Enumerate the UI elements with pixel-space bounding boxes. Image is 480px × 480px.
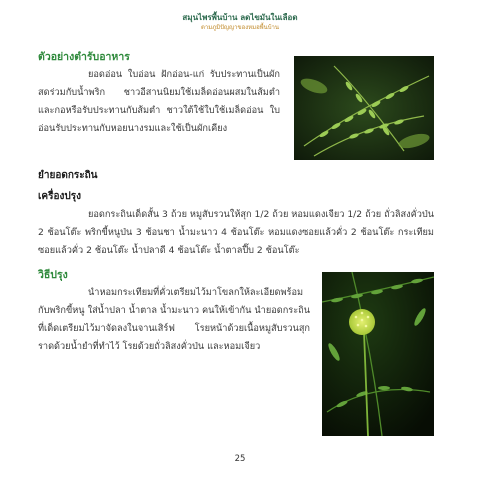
- leucaena-flower-photo: [322, 272, 434, 436]
- ingredients-text: ยอดกระถินเด็ดสั้น 3 ถ้วย หมูสับรวนให้สุก 1/2 ถ้วย หอมแดงเจียว 1/2 ถ้วย ถั่วลิสงคั่วป่น 2 ช้อนโต๊ะ พริกขี้หนูป่น 3 ช้อนชา น้ำมะนาว 4 ช้อนโต๊ะ หอมแดงซอยแล้วคั่ว 2 ช้อนโต๊ะ กระเทียมซอยแล้วคั่ว 2 ช้อนโต๊ะ น้ำปลาดี 4 ช้อนโต๊ะ น้ำตาลปี๊บ 2 ช้อนโต๊ะ: [38, 209, 434, 256]
- page-number: 25: [234, 454, 246, 464]
- leaucaena-leaves-photo: [294, 56, 434, 160]
- section-heading-recipes: ตัวอย่างตำรับอาหาร: [38, 51, 130, 63]
- recipe-title: ยำยอดกระถิน: [38, 170, 98, 181]
- method-heading: วิธีปรุง: [38, 269, 68, 281]
- ingredients-heading: เครื่องปรุง: [38, 191, 81, 202]
- header-title: สมุนไพรพื้นบ้าน ลดไขมันในเลือด: [182, 13, 298, 22]
- intro-paragraph: ยอดอ่อน ใบอ่อน ฝักอ่อน-แก่ รับประทานเป็นผักสดร่วมกับน้ำพริก ชาวอีสานนิยมใช้เมล็ดอ่อนผสมในส้มตำและกอหรือรับประทานกับส้มตำ ชาวใต้ใช้ใบใช้เมล็ดอ่อน ใบอ่อนรับประทานกับหอยนางรมและใช้เป็นผักเคียง: [38, 69, 280, 134]
- header-subtitle: ตามภูมิปัญญาของหมอพื้นบ้าน: [200, 24, 280, 31]
- method-text: นำหอมกระเทียมที่คั่วเตรียมไว้มาโขลกให้ละเอียดพร้อมกับพริกขี้หนู ใส่น้ำปลา น้ำตาล น้ำมะนาว คนให้เข้ากัน นำยอดกระถินที่เด็ดเตรียมไว้มาจัดลงในจานเสิร์ฟ โรยหน้าด้วยเนื้อหมูสับรวนสุก ราดด้วยน้ำยำที่ทำไว้ โรยด้วยถั่วลิสงคั่วป่น และหอมเจียว: [38, 287, 310, 352]
- page-header: [0, 12, 480, 32]
